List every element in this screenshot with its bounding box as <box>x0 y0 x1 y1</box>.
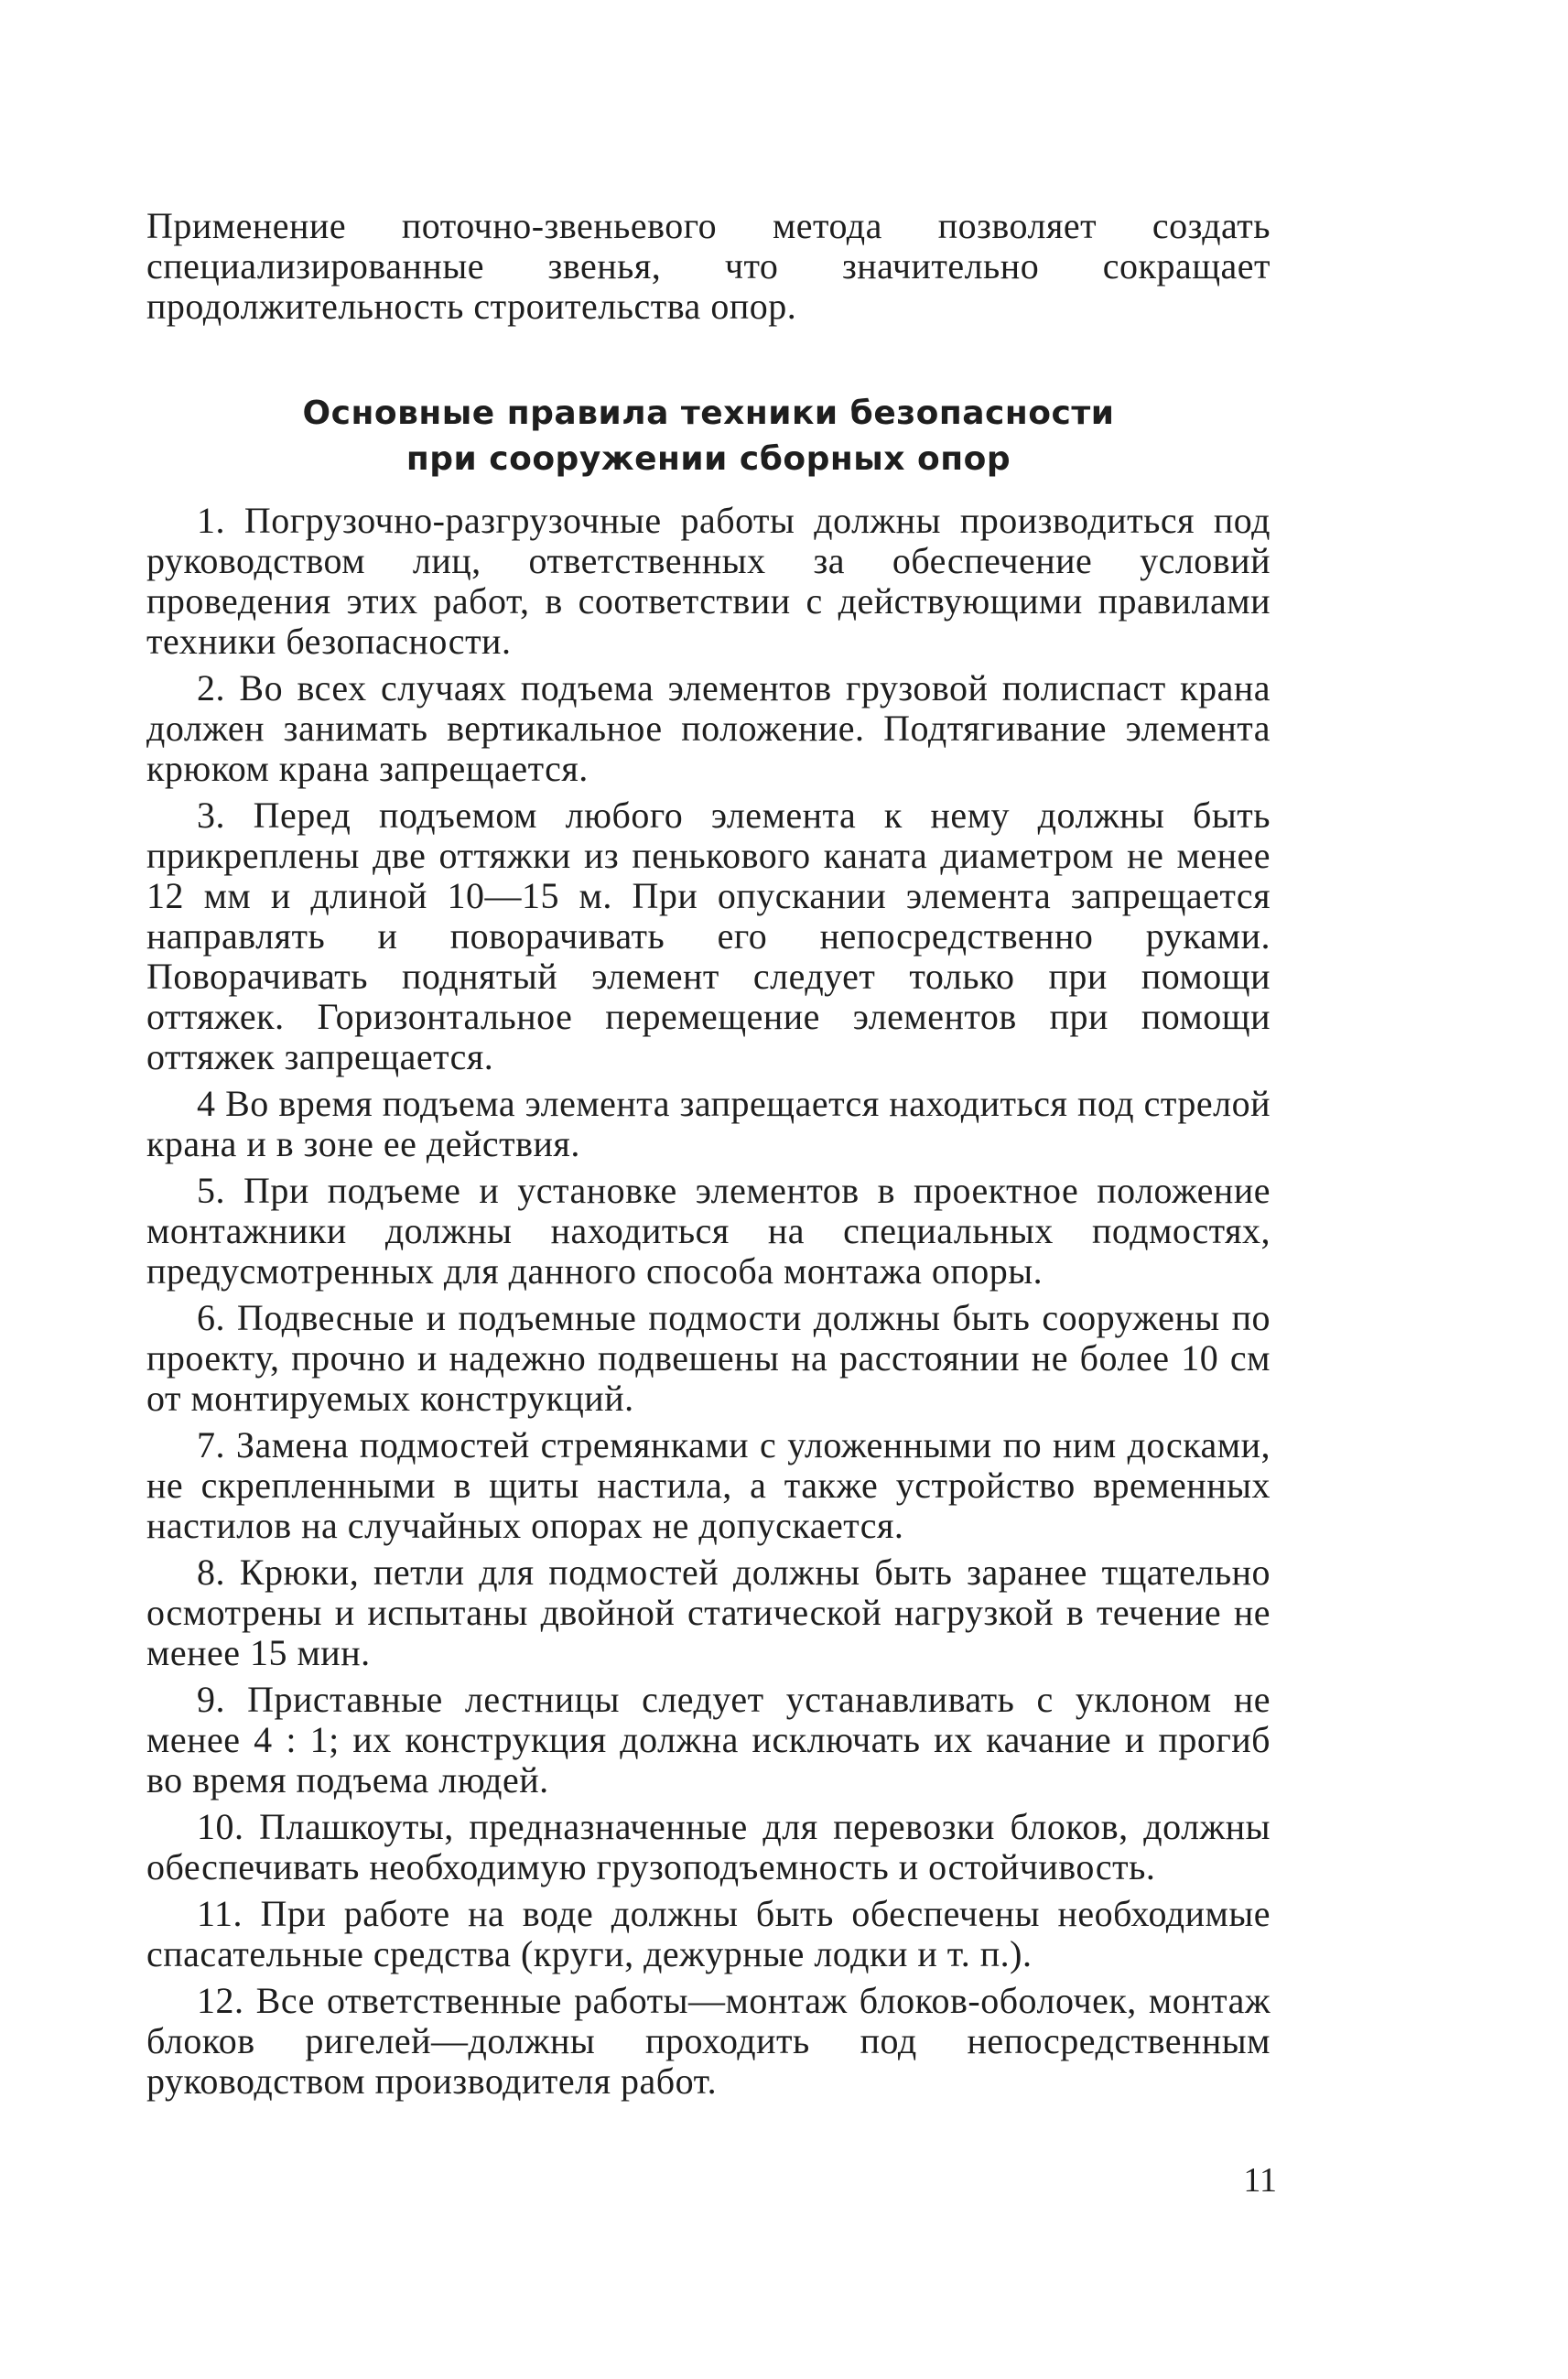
rule-paragraph-2: 2. Во всех случаях подъема элементов грузовой полиспаст крана должен занимать вертикальное положение. Подтягивание элемента крюком крана запрещается. <box>146 667 1271 789</box>
rule-paragraph-5: 5. При подъеме и установке элементов в проектное положение монтажники должны находиться на специальных подмостях, предусмотренных для данного способа монтажа опоры. <box>146 1170 1271 1292</box>
rule-paragraph-12: 12. Все ответственные работы—монтаж блоков-оболочек, монтаж блоков ригелей—должны проходить под непосредственным руководством производителя работ. <box>146 1980 1271 2102</box>
rule-paragraph-7: 7. Замена подмостей стремянками с уложенными по ним досками, не скрепленными в щиты настила, а также устройство временных настилов на случайных опорах не допускается. <box>146 1424 1271 1546</box>
rule-paragraph-3: 3. Перед подъемом любого элемента к нему должны быть прикреплены две оттяжки из пенькового каната диаметром не менее 12 мм и длиной 10—15 м. При опускании элемента запрещается направлять и поворачивать его непосредственно руками. Поворачивать поднятый элемент следует только при помощи оттяжек. Горизонтальное перемещение элементов при помощи оттяжек запрещается. <box>146 795 1271 1077</box>
section-heading-line-2: при сооружении сборных опор <box>406 440 1011 478</box>
rule-paragraph-9: 9. Приставные лестницы следует устанавливать с уклоном не менее 4 : 1; их конструкция должна исключать их качание и прогиб во время подъема людей. <box>146 1679 1271 1800</box>
section-heading-line-1: Основные правила техники безопасности <box>302 395 1115 432</box>
rule-paragraph-1: 1. Погрузочно-разгрузочные работы должны производиться под руководством лиц, ответственных за обеспечение условий проведения этих работ, в соответствии с действующими правилами техники безопасности. <box>146 500 1271 662</box>
rule-paragraph-4: 4 Во время подъема элемента запрещается находиться под стрелой крана и в зоне ее действия. <box>146 1083 1271 1164</box>
rule-paragraph-11: 11. При работе на воде должны быть обеспечены необходимые спасательные средства (круги, дежурные лодки и т. п.). <box>146 1893 1271 1974</box>
page-text <box>146 206 1271 2108</box>
rule-paragraph-10: 10. Плашкоуты, предназначенные для перевозки блоков, должны обеспечивать необходимую грузоподъемность и остойчивость. <box>146 1806 1271 1887</box>
rule-paragraph-6: 6. Подвесные и подъемные подмости должны быть сооружены по проекту, прочно и надежно подвешены на расстоянии не более 10 см от монтируемых конструкций. <box>146 1297 1271 1419</box>
intro-paragraph: Применение поточно-звеньевого метода позволяет создать специализированные звенья, что значительно сокращает продолжительность строительства опор. <box>146 205 1271 327</box>
section-heading <box>146 391 1271 482</box>
page-number: 11 <box>1243 2161 1277 2200</box>
rule-paragraph-8: 8. Крюки, петли для подмостей должны быть заранее тщательно осмотрены и испытаны двойной статической нагрузкой в течение не менее 15 мин. <box>146 1552 1271 1673</box>
